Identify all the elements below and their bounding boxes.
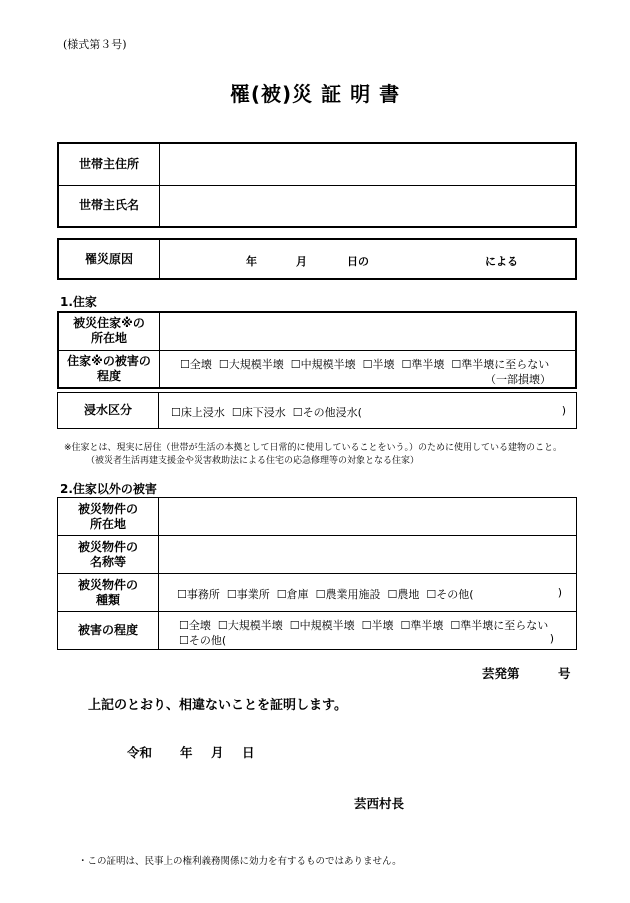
property-damage-other[interactable]: ☐その他( bbox=[179, 634, 227, 647]
address-label: 世帯主住所 bbox=[58, 143, 160, 185]
section2-heading: 2.住家以外の被害 bbox=[60, 482, 157, 496]
property-damage-option[interactable]: ☐準半壊に至らない bbox=[450, 619, 549, 632]
page-title: 罹(被)災 証 明 書 bbox=[229, 82, 401, 106]
house-damage-option[interactable]: ☐大規模半壊 bbox=[218, 357, 284, 371]
flood-options bbox=[159, 393, 577, 429]
property-damage-label: 被害の程度 bbox=[58, 612, 159, 650]
house-table bbox=[57, 311, 577, 389]
flood-close: ) bbox=[561, 404, 566, 417]
property-damage-other-close: ) bbox=[549, 632, 554, 645]
property-damage-option[interactable]: ☐半壊 bbox=[361, 619, 394, 632]
name-field[interactable] bbox=[160, 185, 577, 227]
flood-option[interactable]: ☐床下浸水 bbox=[231, 406, 286, 419]
date-year: 年 bbox=[180, 745, 193, 760]
address-field[interactable] bbox=[160, 143, 577, 185]
house-note-line1: ※住家とは、現実に居住（世帯が生活の本拠として日常的に使用していることをいう。）のために使用している建物のこと。 bbox=[64, 443, 563, 453]
cause-month: 月 bbox=[296, 255, 307, 268]
property-type-option[interactable]: ☐事業所 bbox=[226, 588, 270, 601]
issue-number-suffix: 号 bbox=[558, 666, 571, 681]
cause-by: による bbox=[485, 255, 518, 268]
property-damage-option[interactable]: ☐全壊 bbox=[179, 619, 211, 632]
date-era: 令和 bbox=[127, 745, 153, 760]
cause-label: 罹災原因 bbox=[58, 239, 160, 279]
house-damage-option[interactable]: ☐準半壊に至らない bbox=[451, 357, 550, 371]
date-day: 日 bbox=[242, 745, 255, 760]
property-type-option[interactable]: ☐農地 bbox=[387, 588, 420, 601]
cause-year: 年 bbox=[246, 255, 257, 268]
house-note-line2: （被災者生活再建支援金や災害救助法による住宅の応急修理等の対象となる住家） bbox=[86, 456, 420, 466]
house-location-label: 被災住家※の 所在地 bbox=[58, 312, 160, 350]
property-location-label: 被災物件の 所在地 bbox=[58, 498, 159, 536]
house-damage-options bbox=[160, 350, 577, 388]
property-type-option[interactable]: ☐倉庫 bbox=[276, 588, 309, 601]
house-damage-option[interactable]: ☐中規模半壊 bbox=[290, 357, 356, 371]
property-damage-option[interactable]: ☐準半壊 bbox=[400, 619, 444, 632]
property-damage-options bbox=[159, 612, 577, 650]
house-damage-label: 住家※の被害の 程度 bbox=[58, 350, 160, 388]
property-type-close: ) bbox=[557, 586, 562, 599]
property-type-options bbox=[159, 574, 577, 612]
flood-option[interactable]: ☐床上浸水 bbox=[171, 406, 225, 419]
property-type-option[interactable]: ☐農業用施設 bbox=[315, 588, 381, 601]
certify-text: 上記のとおり、相違ないことを証明します。 bbox=[88, 698, 347, 713]
flood-option[interactable]: ☐その他浸水( bbox=[292, 406, 362, 419]
house-location-field[interactable] bbox=[160, 312, 577, 350]
flood-table bbox=[57, 392, 577, 429]
cause-table bbox=[57, 238, 577, 280]
property-damage-option[interactable]: ☐大規模半壊 bbox=[217, 619, 283, 632]
property-location-field[interactable] bbox=[159, 498, 577, 536]
property-table bbox=[57, 497, 577, 650]
section1-heading: 1.住家 bbox=[60, 295, 97, 309]
cause-day-of: 日の bbox=[347, 255, 369, 268]
house-damage-option[interactable]: ☐準半壊 bbox=[401, 357, 445, 371]
cause-field[interactable] bbox=[160, 239, 577, 279]
property-type-option[interactable]: ☐事務所 bbox=[177, 588, 220, 601]
issue-number-prefix: 芸発第 bbox=[482, 666, 520, 681]
property-type-label: 被災物件の 種類 bbox=[58, 574, 159, 612]
date-month: 月 bbox=[211, 745, 224, 760]
household-table bbox=[57, 142, 577, 228]
house-damage-option[interactable]: ☐半壊 bbox=[362, 357, 395, 371]
property-type-option[interactable]: ☐その他( bbox=[426, 588, 474, 601]
flood-label: 浸水区分 bbox=[58, 393, 159, 429]
form-number: (様式第３号) bbox=[63, 38, 127, 51]
house-damage-option[interactable]: ☐全壊 bbox=[180, 357, 212, 371]
property-name-field[interactable] bbox=[159, 536, 577, 574]
disclaimer: ・この証明は、民事上の権利義務関係に効力を有するものではありません。 bbox=[78, 856, 402, 867]
issuer: 芸西村長 bbox=[354, 796, 405, 811]
house-damage-option-cont: （一部損壊） bbox=[485, 372, 551, 386]
property-name-label: 被災物件の 名称等 bbox=[58, 536, 159, 574]
property-damage-option[interactable]: ☐中規模半壊 bbox=[289, 619, 355, 632]
name-label: 世帯主氏名 bbox=[58, 185, 160, 227]
